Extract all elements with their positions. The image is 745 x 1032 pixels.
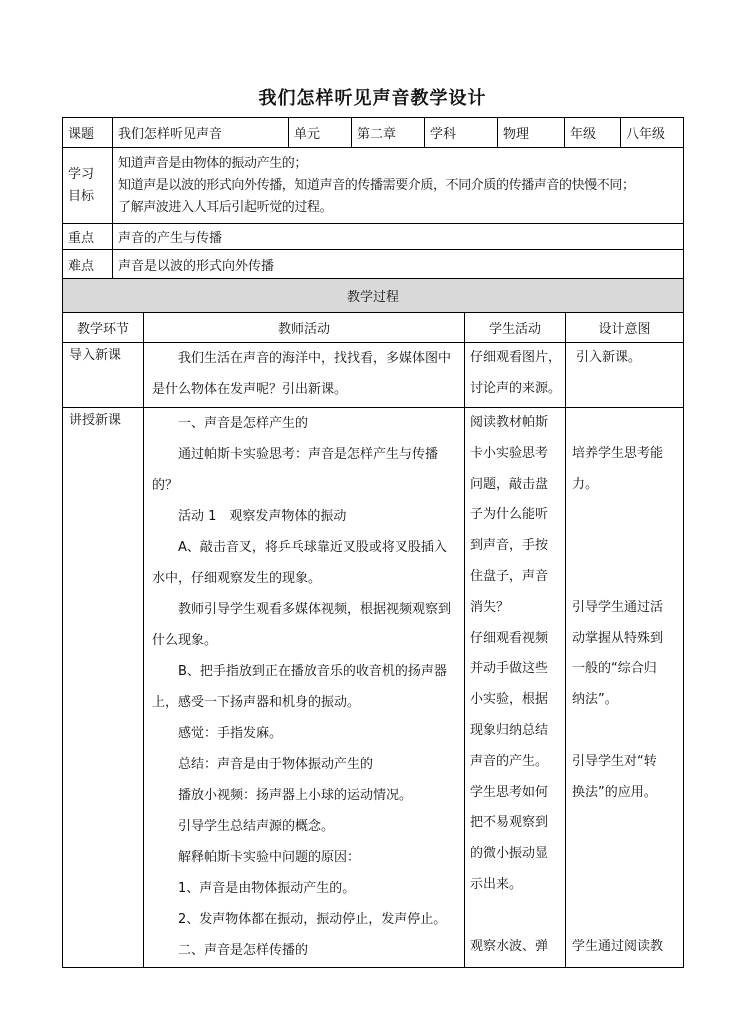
teacher-paragraph: 通过帕斯卡实验思考：声音是怎样产生与传播的？ bbox=[152, 447, 439, 493]
student-line: 小实验，根据 bbox=[470, 692, 549, 708]
header-intent: 设计意图 bbox=[566, 313, 684, 343]
objectives-label-line1: 学习 bbox=[68, 166, 95, 182]
unit-value: 第二章 bbox=[352, 118, 425, 148]
unit-label: 单元 bbox=[289, 118, 352, 148]
student-line: 把不易观察到 bbox=[470, 815, 549, 831]
intent-line bbox=[572, 500, 680, 531]
intent-line bbox=[572, 901, 680, 932]
student-line: 的微小振动显 bbox=[470, 846, 549, 862]
student-line: 子为什么能听 bbox=[470, 507, 549, 523]
intent-line: 引导学生对“转 bbox=[572, 753, 657, 769]
intro-intent: 引入新课。 bbox=[566, 343, 684, 408]
lecture-intent bbox=[566, 408, 684, 968]
teacher-paragraph: A、敲击音叉，将乒乓球靠近叉股或将叉股插入水中，仔细观察发生的现象。 bbox=[152, 540, 447, 586]
student-line: 声音的产生。 bbox=[470, 753, 549, 769]
intent-line bbox=[572, 531, 680, 562]
teacher-paragraph: 1、声音是由物体振动产生的。 bbox=[178, 881, 356, 896]
teacher-paragraph: 2、发声物体都在振动，振动停止，发声停止。 bbox=[178, 912, 447, 927]
student-line: 住盘子，声音 bbox=[470, 568, 549, 584]
teacher-paragraph: 活动 1 观察发声物体的振动 bbox=[178, 509, 347, 524]
lecture-stage: 讲授新课 bbox=[63, 408, 144, 968]
objectives-label-line2: 目标 bbox=[68, 188, 95, 204]
intent-line: 力。 bbox=[572, 476, 599, 492]
header-teacher: 教师活动 bbox=[144, 313, 465, 343]
difficulty-value: 声音是以波的形式向外传播 bbox=[113, 250, 684, 279]
student-line: 学生思考如何 bbox=[470, 784, 549, 800]
teacher-paragraph: 二、声音是怎样传播的 bbox=[178, 943, 309, 958]
intro-teacher bbox=[144, 343, 465, 408]
intro-stage: 导入新课 bbox=[63, 343, 144, 408]
teacher-paragraph: 总结：声音是由于物体振动产生的 bbox=[178, 757, 374, 772]
key-point-label: 重点 bbox=[63, 224, 113, 250]
teacher-paragraph: 教师引导学生观看多媒体视频，根据视频观察到什么现象。 bbox=[152, 602, 452, 648]
grade-label: 年级 bbox=[565, 118, 621, 148]
student-line: 示出来。 bbox=[470, 876, 523, 892]
intent-line: 培养学生思考能 bbox=[572, 445, 664, 461]
student-line: 观察水波、弹 bbox=[470, 938, 549, 954]
intent-line: 一般的“综合归 bbox=[572, 661, 657, 677]
student-line: 仔细观看视频 bbox=[470, 630, 549, 646]
teacher-paragraph: 一、声音是怎样产生的 bbox=[178, 416, 309, 431]
teacher-paragraph: 感觉：手指发麻。 bbox=[178, 726, 283, 741]
student-line bbox=[470, 901, 561, 932]
lecture-teacher bbox=[144, 408, 465, 968]
student-line: 并动手做这些 bbox=[470, 661, 549, 677]
intro-teacher-text: 我们生活在声音的海洋中，找找看，多媒体图中是什么物体在发声呢？引出新课。 bbox=[152, 351, 452, 397]
student-line: 现象归纳总结 bbox=[470, 722, 549, 738]
objectives-content bbox=[113, 148, 684, 224]
intent-line: 换法”的应用。 bbox=[572, 784, 657, 800]
key-point-value: 声音的产生与传播 bbox=[113, 224, 684, 250]
document-title: 我们怎样听见声音教学设计 bbox=[258, 88, 487, 109]
intent-line: 纳法”。 bbox=[572, 692, 618, 708]
header-stage: 教学环节 bbox=[63, 313, 144, 343]
teacher-paragraph: 引导学生总结声源的概念。 bbox=[178, 819, 335, 834]
student-line: 卡小实验思考 bbox=[470, 445, 549, 461]
objectives-label bbox=[63, 148, 113, 224]
lecture-student bbox=[465, 408, 566, 968]
intent-line bbox=[572, 808, 680, 839]
subject-value: 物理 bbox=[498, 118, 565, 148]
intro-student: 仔细观看图片，讨论声的来源。 bbox=[465, 343, 566, 408]
course-info-table bbox=[62, 117, 684, 279]
grade-value: 八年级 bbox=[621, 118, 684, 148]
teacher-paragraph: 解释帕斯卡实验中问题的原因： bbox=[178, 850, 361, 865]
teacher-paragraph: B、把手指放到正在播放音乐的收音机的扬声器上，感受一下扬声器和机身的振动。 bbox=[152, 664, 447, 710]
intent-line bbox=[572, 870, 680, 901]
process-banner: 教学过程 bbox=[63, 279, 684, 313]
objective-line: 知道声是以波的形式向外传播，知道声音的传播需要介质，不同介质的传播声音的快慢不同； bbox=[118, 177, 635, 193]
objective-line: 知道声音是由物体的振动产生的； bbox=[118, 155, 308, 171]
student-line: 到声音，手按 bbox=[470, 538, 549, 554]
intent-line bbox=[572, 562, 680, 593]
topic-label: 课题 bbox=[63, 118, 113, 148]
objective-line: 了解声波进入人耳后引起听觉的过程。 bbox=[118, 199, 333, 215]
student-line: 问题，敲击盘 bbox=[470, 476, 549, 492]
intent-line bbox=[572, 716, 680, 747]
difficulty-label: 难点 bbox=[63, 250, 113, 279]
intent-line: 学生通过阅读教 bbox=[572, 938, 664, 954]
intent-line: 动掌握从特殊到 bbox=[572, 630, 664, 646]
intent-line bbox=[572, 839, 680, 870]
teacher-paragraph: 播放小视频：扬声器上小球的运动情况。 bbox=[178, 788, 413, 803]
intent-line bbox=[572, 408, 680, 439]
header-student: 学生活动 bbox=[465, 313, 566, 343]
intent-line: 引导学生通过活 bbox=[572, 599, 664, 615]
student-line: 阅读教材帕斯 bbox=[470, 415, 549, 430]
subject-label: 学科 bbox=[425, 118, 498, 148]
topic-value: 我们怎样听见声音 bbox=[113, 118, 289, 148]
student-line: 消失？ bbox=[470, 599, 510, 615]
process-table bbox=[62, 278, 684, 968]
